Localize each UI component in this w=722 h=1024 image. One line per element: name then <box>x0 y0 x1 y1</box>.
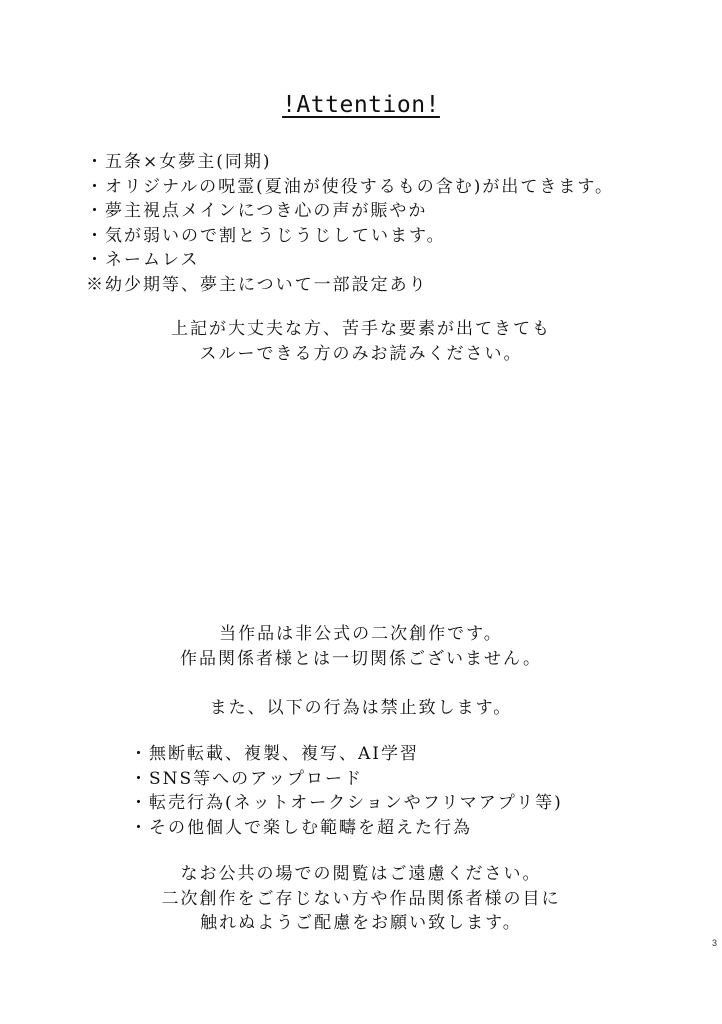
notice-line: 当作品は非公式の二次創作です。 <box>219 624 503 644</box>
page-title: !Attention! <box>282 92 440 118</box>
warning-item: ・オリジナルの呪霊(夏油が使役するもの含む)が出てきます。 <box>86 176 615 197</box>
notice-line: なお公共の場での閲覧はご遠慮ください。 <box>180 864 542 884</box>
prohibition-intro <box>0 696 722 721</box>
notice-line: 上記が大丈夫な方、苦手な要素が出てきても <box>171 319 551 339</box>
fanwork-notice <box>0 622 722 671</box>
notice-line: また、以下の行為は禁止致します。 <box>209 698 513 718</box>
prohibited-item: ・転売行為(ネットオークションやフリマアプリ等) <box>130 793 563 813</box>
closing-notice <box>0 862 722 936</box>
prohibited-item: ・無断転載、複製、複写、AI学習 <box>130 744 419 764</box>
notice-line: 二次創作をご存じない方や作品関係者様の目に <box>161 888 561 909</box>
warning-item: ・気が弱いので割とうじうじしています。 <box>86 225 446 246</box>
page-number: 3 <box>712 938 718 948</box>
prohibited-item: ・その他個人で楽しむ範疇を超えた行為 <box>130 817 472 838</box>
warning-item: ・五条×女夢主(同期) <box>86 152 272 172</box>
warning-list <box>86 150 614 297</box>
warning-item: ・夢主視点メインにつき心の声が賑やか <box>86 201 428 221</box>
prohibited-list <box>130 742 563 840</box>
warning-item: ・ネームレス <box>86 250 200 270</box>
notice-line: スルーできる方のみお読みください。 <box>199 343 523 364</box>
prohibited-item: ・SNS等へのアップロード <box>130 768 363 789</box>
warning-item: ※幼少期等、夢主について一部設定あり <box>86 274 428 295</box>
consent-notice <box>0 317 722 366</box>
notice-line: 作品関係者様とは一切関係ございません。 <box>179 648 543 669</box>
notice-line: 触れぬようご配慮をお願い致します。 <box>200 913 522 933</box>
